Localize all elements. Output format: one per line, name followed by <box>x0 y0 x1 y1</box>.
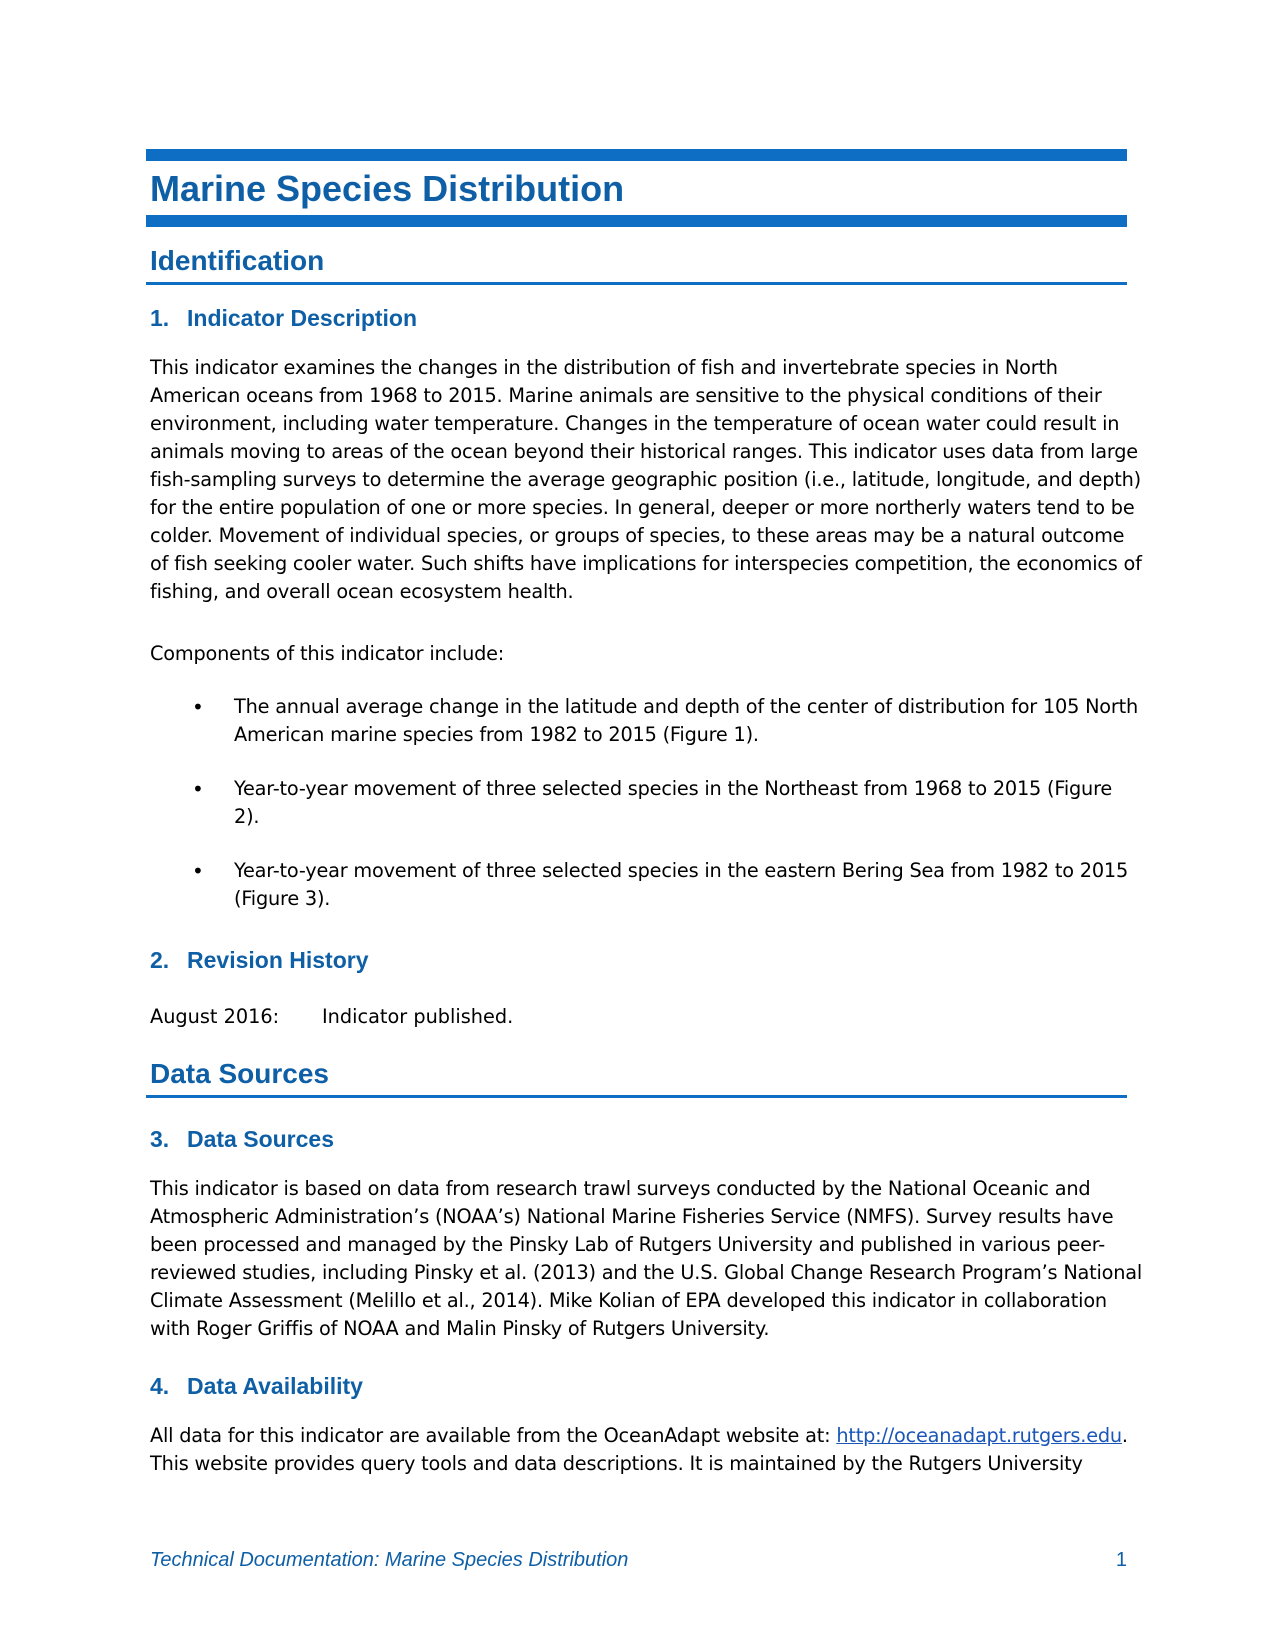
paragraph-line: colder. Movement of individual species, or groups of species, to these areas may be a natural outcome <box>150 524 1125 547</box>
bullet-line: American marine species from 1982 to 2015 (Figure 1). <box>234 723 759 746</box>
revision-date: August 2016: <box>150 1005 280 1028</box>
components-intro-text: Components of this indicator include: <box>150 642 505 665</box>
heading-text: Data Sources <box>187 1126 335 1152</box>
bullet-line: 2). <box>234 805 260 828</box>
paragraph-line: Atmospheric Administration’s (NOAA’s) National Marine Fisheries Service (NMFS). Survey results have <box>150 1205 1114 1228</box>
bullet-line: Year-to-year movement of three selected species in the Northeast from 1968 to 2015 (Figure <box>234 777 1113 800</box>
oceanadapt-link[interactable]: http://oceanadapt.rutgers.edu <box>836 1424 1122 1447</box>
paragraph-line: Climate Assessment (Melillo et al., 2014). Mike Kolian of EPA developed this indicator in collaboration <box>150 1289 1107 1312</box>
bullet-line: (Figure 3). <box>234 887 331 910</box>
heading-text: Data Availability <box>187 1373 363 1399</box>
data-availability-paragraph <box>150 1422 1130 1478</box>
document-title: Marine Species Distribution <box>150 168 625 209</box>
section-heading-identification: Identification <box>146 244 1127 285</box>
paragraph-line: of fish seeking cooler water. Such shifts have implications for interspecies competition, the economics of <box>150 552 1142 575</box>
heading-number: 3. <box>150 1126 170 1152</box>
heading-indicator-description <box>150 304 417 332</box>
bullet-glyph: • <box>192 695 204 719</box>
heading-number: 4. <box>150 1373 170 1399</box>
availability-text-suffix: . <box>1121 1424 1128 1447</box>
paragraph-line: American oceans from 1968 to 2015. Marine animals are sensitive to the physical conditions of their <box>150 384 1102 407</box>
heading-number: 2. <box>150 947 170 973</box>
heading-data-sources <box>150 1125 334 1153</box>
availability-text-prefix: All data for this indicator are available from the OceanAdapt website at: <box>150 1424 837 1447</box>
footer-title: Technical Documentation: Marine Species Distribution <box>150 1549 629 1571</box>
indicator-description-paragraph <box>150 354 1142 606</box>
paragraph-line: This indicator is based on data from research trawl surveys conducted by the National Oceanic and <box>150 1177 1091 1200</box>
paragraph-line: This indicator examines the changes in the distribution of fish and invertebrate species in North <box>150 356 1058 379</box>
paragraph-line: for the entire population of one or more species. In general, deeper or more northerly waters tend to be <box>150 496 1135 519</box>
title-bottom-rule <box>146 215 1127 227</box>
bullet-text <box>234 775 1134 831</box>
heading-data-availability <box>150 1372 363 1400</box>
paragraph-line: environment, including water temperature. Changes in the temperature of ocean water could result in <box>150 412 1120 435</box>
paragraph-line <box>150 1422 1130 1450</box>
components-intro <box>150 640 1130 668</box>
bullet-glyph: • <box>192 859 204 883</box>
heading-number: 1. <box>150 305 170 331</box>
bullet-line: Year-to-year movement of three selected species in the eastern Bering Sea from 1982 to 2015 <box>234 859 1129 882</box>
paragraph-line: fishing, and overall ocean ecosystem health. <box>150 580 574 603</box>
paragraph-line: been processed and managed by the Pinsky Lab of Rutgers University and published in various peer- <box>150 1233 1106 1256</box>
page-number: 1 <box>1115 1549 1127 1571</box>
bullet-line: The annual average change in the latitude and depth of the center of distribution for 105 North <box>234 695 1139 718</box>
bullet-text <box>234 693 1139 749</box>
title-top-rule <box>146 149 1127 161</box>
title-block <box>146 149 1127 227</box>
paragraph-line: animals moving to areas of the ocean beyond their historical ranges. This indicator uses data from large <box>150 440 1138 463</box>
data-sources-paragraph <box>150 1175 1143 1343</box>
bullet-glyph: • <box>192 777 204 801</box>
heading-revision-history <box>150 946 369 974</box>
section-heading-data-sources: Data Sources <box>146 1057 1127 1098</box>
paragraph-line: reviewed studies, including Pinsky et al. (2013) and the U.S. Global Change Research Program’s National <box>150 1261 1143 1284</box>
heading-text: Indicator Description <box>187 305 418 331</box>
paragraph-line: This website provides query tools and data descriptions. It is maintained by the Rutgers University <box>150 1452 1083 1475</box>
paragraph-line: with Roger Griffis of NOAA and Malin Pinsky of Rutgers University. <box>150 1317 770 1340</box>
bullet-text <box>234 857 1134 913</box>
revision-note: Indicator published. <box>322 1005 514 1028</box>
heading-text: Revision History <box>187 947 369 973</box>
paragraph-line: fish-sampling surveys to determine the average geographic position (i.e., latitude, longitude, and depth) <box>150 468 1141 491</box>
